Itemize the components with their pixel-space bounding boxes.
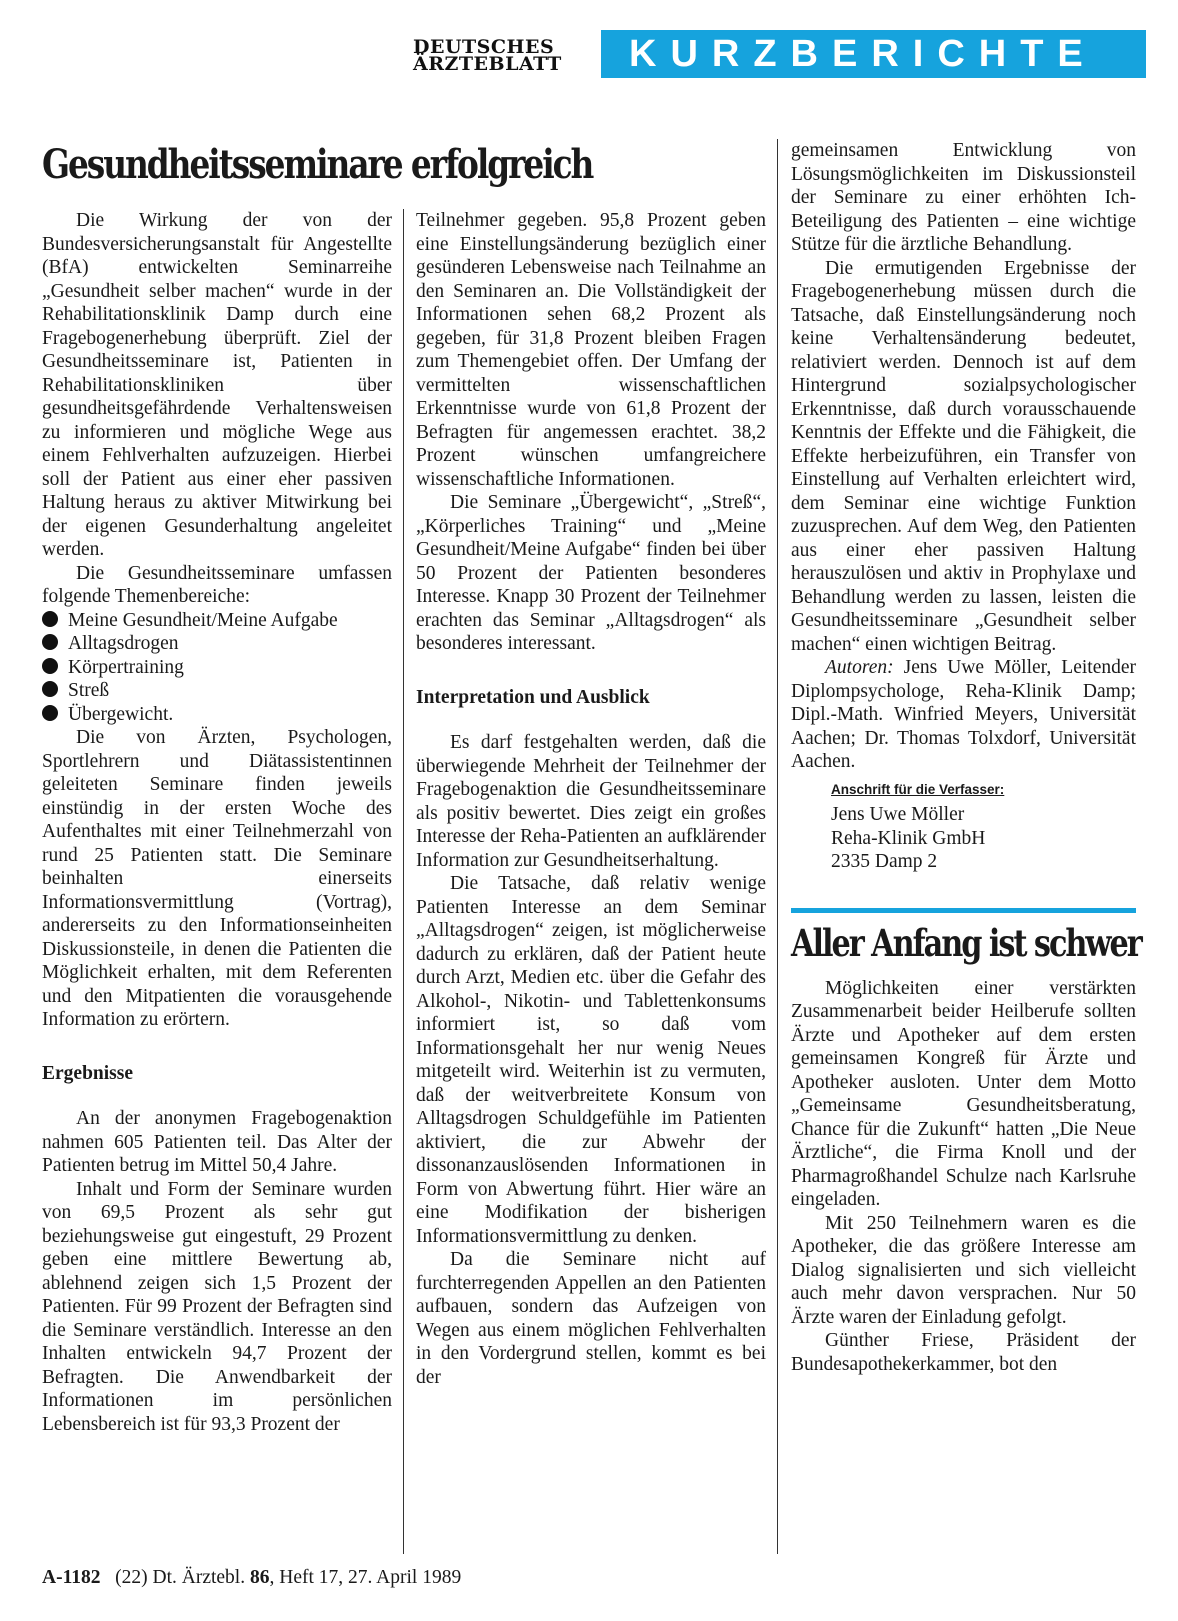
bullet-icon: [42, 681, 58, 697]
column-1: [42, 209, 392, 1436]
list-item: Alltagsdrogen: [42, 632, 392, 656]
paragraph: Die Wirkung der von der Bundesversicherungsanstalt für Angestellte (BfA) entwickelten Seminarreihe „Gesundheit selber machen“ wurde in der Rehabilitationsklinik Damp durch eine Fragebogenerhebung überprüft. Ziel der Gesundheitsseminare ist, Patienten in Rehabilitationskliniken über gesundheitsgefährdende Verhaltensweisen zu informieren und mögliche Wege aus einem Fehlverhalten aufzuzeigen. Hierbei soll der Patient aus einer eher passiven Haltung heraus zu aktiver Mitwirkung bei der eigenen Gesunderhaltung angeleitet werden.: [42, 210, 392, 560]
bullet-icon: [42, 634, 58, 650]
paragraph: Die ermutigenden Ergebnisse der Fragebogenerhebung müssen durch die Tatsache, daß Einstellungsänderung noch keine Verhaltensänderung bedeutet, relativiert werden. Dennoch ist auf dem Hintergrund sozialpsychologischer Erkenntnisse, daß durch vorausschauende Kenntnis der Effekte und die Fähigkeit, die Effekte herbeizuführen, ein Transfer von Einstellung auf Verhalten erleichtert wird, dem Seminar eine wichtige Funktion zuzusprechen. Auf dem Weg, den Patienten aus einer eher passiven Haltung herauszulösen und aktiv in Prophylaxe und Behandlung werden zu lassen, leisten die Gesundheitsseminare „Gesundheit selber machen“ einen wichtigen Beitrag.: [791, 257, 1136, 655]
bullet-icon: [42, 705, 58, 721]
paragraph: Die Seminare „Übergewicht“, „Streß“, „Körperliches Training“ und „Meine Gesundheit/Meine Aufgabe“ finden bei über 50 Prozent der Patienten besonderes Interesse. Knapp 30 Prozent der Teilnehmer erachten das Seminar „Alltagsdrogen“ als besonderes interessant.: [416, 492, 766, 654]
topic-list: [42, 609, 392, 727]
paragraph: Die Gesundheitsseminare umfassen folgende Themenbereiche:: [42, 562, 392, 607]
column-divider-1: [403, 209, 404, 1554]
paragraph: Die von Ärzten, Psychologen, Sportlehrern und Diätassistentinnen geleiteten Seminare finden jeweils einstündig in der ersten Woche des Aufenthaltes mit einer Teilnehmerzahl von rund 25 Patienten statt. Die Seminare beinhalten einerseits Informationsvermittlung (Vortrag), andererseits zu den Informationseinheiten Diskussionsteile, in denen die Patienten die Möglichkeit erhalten, mit dem Referenten und den Mitpatienten die vorausgehende Information zu erörtern.: [42, 727, 392, 1030]
issue-date: , Heft 17, 27. April 1989: [269, 1567, 462, 1588]
section-heading: Ergebnisse: [42, 1062, 134, 1084]
article-title: Gesundheitsseminare erfolgreich: [42, 141, 593, 188]
page-code: A-1182: [42, 1567, 101, 1588]
logo-line-2: ÄRZTEBLATT: [413, 53, 562, 75]
logo-line-1: DEUTSCHES: [413, 36, 555, 58]
masthead: [413, 30, 1146, 78]
paragraph: Günther Friese, Präsident der Bundesapothekerkammer, bot den: [791, 1330, 1136, 1375]
paragraph: Möglichkeiten einer verstärkten Zusammenarbeit beider Heilberufe sollten Ärzte und Apotheker auf dem ersten gemeinsamen Kongreß für Ärzte und Apotheker ausloten. Unter dem Motto „Gemeinsame Gesundheitsberatung, Chance für die Zukunft“ hatten „Die Neue Ärztliche“, die Firma Knoll und der Pharmagroßhandel Schulze nach Karlsruhe eingeladen.: [791, 977, 1136, 1210]
address-line: Reha-Klinik GmbH: [831, 827, 986, 849]
column-2: [416, 209, 766, 1389]
authors-label: Autoren:: [825, 657, 894, 678]
list-item: Übergewicht.: [42, 703, 392, 727]
paragraph: Es darf festgehalten werden, daß die überwiegende Mehrheit der Teilnehmer der Fragebogenaktion die Gesundheitsseminare als positiv bewertet. Dies zeigt ein großes Interesse der Reha-Patienten an aufklärender Information zur Gesundheitserhaltung.: [416, 732, 766, 871]
section-heading: Interpretation und Ausblick: [416, 686, 650, 708]
paragraph: Die Tatsache, daß relativ wenige Patienten Interesse an dem Seminar „Alltagsdrogen“ zeigen, ist möglicherweise dadurch zu erklären, daß der Patient heute durch Arzt, Medien etc. über die Gefahr des Alkohol-, Nikotin- und Tablettenkonsums informiert ist, so daß vom Informationsgehalt her nur wenig Neues mitgeteilt wird. Weiterhin ist zu vermuten, daß der weitverbreitete Konsum von Alltagsdrogen Schuldgefühle im Patienten aktiviert, die zur Abwehr der dissonanzauslösenden Informationen in Form von Abwertung führt. Hier wäre an eine Modifikation der bisherigen Informationsvermittlung zu denken.: [416, 873, 766, 1247]
address-heading: Anschrift für die Verfasser:: [831, 781, 1005, 797]
list-item: Streß: [42, 679, 392, 703]
bullet-icon: [42, 658, 58, 674]
list-item: Meine Gesundheit/Meine Aufgabe: [42, 609, 392, 633]
paragraph: Inhalt und Form der Seminare wurden von 69,5 Prozent als sehr gut beziehungsweise gut eingestuft, 29 Prozent geben eine mittlere Bewertung ab, ablehnend zeigen sich 1,5 Prozent der Patienten. Für 99 Prozent der Befragten sind die Seminare verständlich. Interesse an den Inhalten entwickeln 94,7 Prozent der Befragten. Die Anwendbarkeit der Informationen im persönlichen Lebensbereich ist für 93,3 Prozent der: [42, 1178, 392, 1435]
section-banner: KURZBERICHTE: [601, 30, 1146, 78]
authors: [791, 656, 1136, 774]
address-line: Jens Uwe Möller: [831, 804, 965, 825]
column-3: [791, 139, 1141, 1376]
column-divider-2: [777, 139, 778, 1554]
journal-logo: [413, 36, 595, 75]
paragraph: Mit 250 Teilnehmern waren es die Apotheker, die das größere Interesse am Dialog signalisierten und sich vielleicht auch mehr davon versprachen. Nur 50 Ärzte waren der Einladung gefolgt.: [791, 1212, 1136, 1328]
page-number: (22): [115, 1567, 148, 1588]
paragraph: gemeinsamen Entwicklung von Lösungsmöglichkeiten im Diskussionsteil der Seminare zu einer erhöhten Ich-Beteiligung des Patienten – eine wichtige Stütze für die ärztliche Behandlung.: [791, 140, 1136, 255]
section-divider: [791, 908, 1136, 913]
paragraph: Da die Seminare nicht auf furchterregenden Appellen an den Patienten aufbauen, sondern das Aufzeigen von Wegen aus einem möglichen Fehlverhalten in den Vordergrund stellen, kommt es bei der: [416, 1249, 766, 1388]
volume: 86: [249, 1567, 270, 1588]
bullet-icon: [42, 611, 58, 627]
paragraph: An der anonymen Fragebogenaktion nahmen 605 Patienten teil. Das Alter der Patienten betrug im Mittel 50,4 Jahre.: [42, 1108, 392, 1176]
article-2-title: Aller Anfang ist schwer: [791, 920, 1141, 965]
page-footer: [42, 1567, 461, 1589]
list-item: Körpertraining: [42, 656, 392, 680]
journal-name: Dt. Ärztebl.: [152, 1567, 246, 1588]
paragraph: Teilnehmer gegeben. 95,8 Prozent geben eine Einstellungsänderung bezüglich einer gesünderen Lebensweise nach Teilnahme an den Seminaren an. Die Vollständigkeit der Informationen sehen 68,2 Prozent als gegeben, für 31,8 Prozent bleiben Fragen zum Themengebiet offen. Der Umfang der vermittelten wissenschaftlichen Erkenntnisse wurde von 61,8 Prozent der Befragten für angemessen erachtet. 38,2 Prozent wünschen umfangreichere wissenschaftliche Informationen.: [416, 210, 766, 490]
authors-text: Jens Uwe Möller, Leitender Diplompsychologe, Reha-Klinik Damp; Dipl.-Math. Winfried Meyers, Universität Aachen; Dr. Thomas Tolxdorf, Universität Aachen.: [791, 657, 1136, 772]
address-line: 2335 Damp 2: [831, 851, 938, 872]
